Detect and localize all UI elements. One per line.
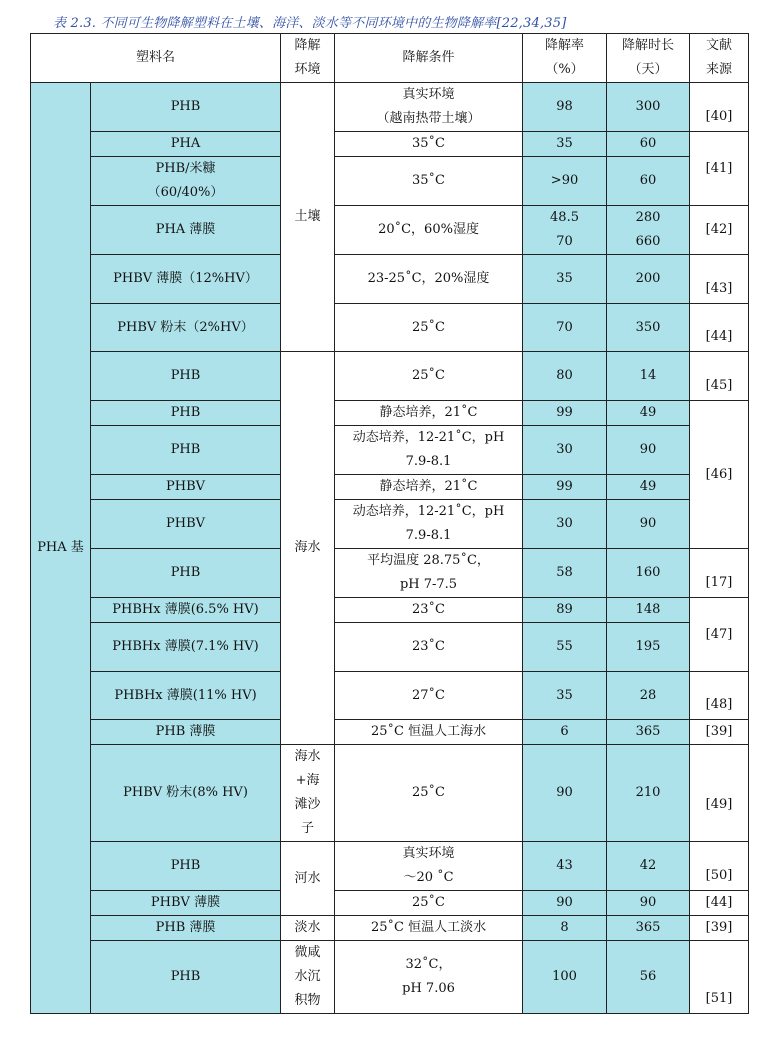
rate-cell: 30	[523, 500, 607, 549]
table-row	[31, 916, 749, 941]
table-row	[31, 598, 749, 623]
time-cell: 49	[607, 475, 690, 500]
condition-cell: 20˚C，60%湿度	[335, 206, 523, 255]
rate-cell: 35	[523, 132, 607, 157]
time-cell: 160	[607, 549, 690, 598]
condition-cell: 真实环境 ～20 ˚C	[335, 842, 523, 891]
environment-cell: 微咸 水沉 积物	[281, 941, 335, 1014]
plastic-cell: PHA 薄膜	[91, 206, 281, 255]
time-cell: 90	[607, 426, 690, 475]
ref-cell: [49]	[690, 745, 749, 842]
table-row	[31, 157, 749, 206]
condition-cell: 25˚C 恒温人工淡水	[335, 916, 523, 941]
environment-cell: 海水 +海 滩沙 子	[281, 745, 335, 842]
ref-cell: [47]	[690, 598, 749, 672]
rate-cell: 43	[523, 842, 607, 891]
header-condition: 降解条件	[335, 34, 523, 83]
time-cell: 365	[607, 916, 690, 941]
rate-cell: 6	[523, 720, 607, 745]
rate-cell: 89	[523, 598, 607, 623]
table-row	[31, 941, 749, 1014]
time-cell: 200	[607, 255, 690, 304]
condition-cell: 真实环境 （越南热带土壤）	[335, 83, 523, 132]
header-time: 降解时长 （天）	[607, 34, 690, 83]
table-row	[31, 132, 749, 157]
plastic-cell: PHBHx 薄膜(11% HV)	[91, 672, 281, 720]
plastic-cell: PHBV 粉末（2%HV）	[91, 304, 281, 352]
header-rate: 降解率 （%）	[523, 34, 607, 83]
environment-cell: 土壤	[281, 83, 335, 352]
time-cell: 60	[607, 132, 690, 157]
time-cell: 210	[607, 745, 690, 842]
ref-cell: [46]	[690, 401, 749, 549]
condition-cell: 35˚C	[335, 157, 523, 206]
rate-cell: 99	[523, 475, 607, 500]
plastic-cell: PHB	[91, 426, 281, 475]
table-caption: 表 2.3. 不同可生物降解塑料在土壤、海洋、淡水等不同环境中的生物降解率[22,34,35]	[53, 16, 567, 31]
rate-cell: 100	[523, 941, 607, 1014]
time-cell: 195	[607, 623, 690, 672]
ref-cell: [42]	[690, 206, 749, 255]
plastic-cell: PHB 薄膜	[91, 916, 281, 941]
condition-cell: 平均温度 28.75˚C， pH 7-7.5	[335, 549, 523, 598]
condition-cell: 23˚C	[335, 623, 523, 672]
ref-cell: [50]	[690, 842, 749, 891]
header-ref: 文献 来源	[690, 34, 749, 83]
condition-cell: 25˚C 恒温人工海水	[335, 720, 523, 745]
plastic-cell: PHB/米糠 （60/40%）	[91, 157, 281, 206]
rate-cell: 90	[523, 745, 607, 842]
ref-cell: [39]	[690, 720, 749, 745]
table-row	[31, 842, 749, 891]
condition-cell: 25˚C	[335, 891, 523, 916]
ref-cell: [41]	[690, 132, 749, 206]
header-environment: 降解 环境	[281, 34, 335, 83]
plastic-cell: PHB	[91, 842, 281, 891]
rate-cell: 58	[523, 549, 607, 598]
table-row	[31, 255, 749, 304]
time-cell: 56	[607, 941, 690, 1014]
ref-cell: [40]	[690, 83, 749, 132]
plastic-cell: PHB	[91, 401, 281, 426]
time-cell: 90	[607, 891, 690, 916]
table-row	[31, 304, 749, 352]
condition-cell: 35˚C	[335, 132, 523, 157]
header-row	[31, 34, 749, 83]
table-row	[31, 623, 749, 672]
environment-cell: 淡水	[281, 916, 335, 941]
condition-cell: 23˚C	[335, 598, 523, 623]
time-cell: 42	[607, 842, 690, 891]
environment-cell: 海水	[281, 352, 335, 745]
rate-cell: 35	[523, 255, 607, 304]
rate-cell: 48.5 70	[523, 206, 607, 255]
table-row	[31, 206, 749, 255]
plastic-cell: PHB 薄膜	[91, 720, 281, 745]
time-cell: 49	[607, 401, 690, 426]
table-row	[31, 352, 749, 401]
ref-cell: [39]	[690, 916, 749, 941]
plastic-cell: PHBV	[91, 500, 281, 549]
plastic-cell: PHBHx 薄膜(6.5% HV)	[91, 598, 281, 623]
plastic-cell: PHB	[91, 941, 281, 1014]
condition-cell: 动态培养，12-21˚C，pH 7.9-8.1	[335, 500, 523, 549]
table-row	[31, 891, 749, 916]
rate-cell: 80	[523, 352, 607, 401]
plastic-cell: PHA	[91, 132, 281, 157]
table-row	[31, 745, 749, 842]
plastic-cell: PHB	[91, 549, 281, 598]
rate-cell: 8	[523, 916, 607, 941]
ref-cell: [44]	[690, 304, 749, 352]
rate-cell: 35	[523, 672, 607, 720]
time-cell: 60	[607, 157, 690, 206]
time-cell: 28	[607, 672, 690, 720]
plastic-cell: PHB	[91, 83, 281, 132]
condition-cell: 静态培养，21˚C	[335, 401, 523, 426]
condition-cell: 27˚C	[335, 672, 523, 720]
time-cell: 300	[607, 83, 690, 132]
biodegradation-table	[30, 33, 749, 1014]
condition-cell: 25˚C	[335, 304, 523, 352]
table-row	[31, 549, 749, 598]
rate-cell: 98	[523, 83, 607, 132]
ref-cell: [43]	[690, 255, 749, 304]
header-plastic: 塑料名	[31, 34, 281, 83]
rate-cell: 99	[523, 401, 607, 426]
rate-cell: 55	[523, 623, 607, 672]
condition-cell: 25˚C	[335, 745, 523, 842]
table-row	[31, 720, 749, 745]
time-cell: 148	[607, 598, 690, 623]
ref-cell: [48]	[690, 672, 749, 720]
table-row	[31, 500, 749, 549]
rate-cell: 90	[523, 891, 607, 916]
time-cell: 280 660	[607, 206, 690, 255]
plastic-cell: PHBHx 薄膜(7.1% HV)	[91, 623, 281, 672]
plastic-cell: PHBV 粉末(8% HV)	[91, 745, 281, 842]
condition-cell: 动态培养，12-21˚C，pH 7.9-8.1	[335, 426, 523, 475]
rate-cell: >90	[523, 157, 607, 206]
condition-cell: 25˚C	[335, 352, 523, 401]
condition-cell: 静态培养，21˚C	[335, 475, 523, 500]
ref-cell: [17]	[690, 549, 749, 598]
environment-cell: 河水	[281, 842, 335, 916]
ref-cell: [45]	[690, 352, 749, 401]
plastic-cell: PHBV	[91, 475, 281, 500]
rate-cell: 70	[523, 304, 607, 352]
rate-cell: 30	[523, 426, 607, 475]
time-cell: 365	[607, 720, 690, 745]
condition-cell: 23-25˚C，20%湿度	[335, 255, 523, 304]
condition-cell: 32˚C， pH 7.06	[335, 941, 523, 1014]
table-row	[31, 672, 749, 720]
table-row	[31, 83, 749, 132]
plastic-cell: PHBV 薄膜（12%HV）	[91, 255, 281, 304]
category-cell: PHA 基	[31, 83, 91, 1014]
plastic-cell: PHB	[91, 352, 281, 401]
time-cell: 90	[607, 500, 690, 549]
time-cell: 14	[607, 352, 690, 401]
time-cell: 350	[607, 304, 690, 352]
plastic-cell: PHBV 薄膜	[91, 891, 281, 916]
ref-cell: [44]	[690, 891, 749, 916]
table-row	[31, 401, 749, 426]
table-row	[31, 475, 749, 500]
table-row	[31, 426, 749, 475]
ref-cell: [51]	[690, 941, 749, 1014]
